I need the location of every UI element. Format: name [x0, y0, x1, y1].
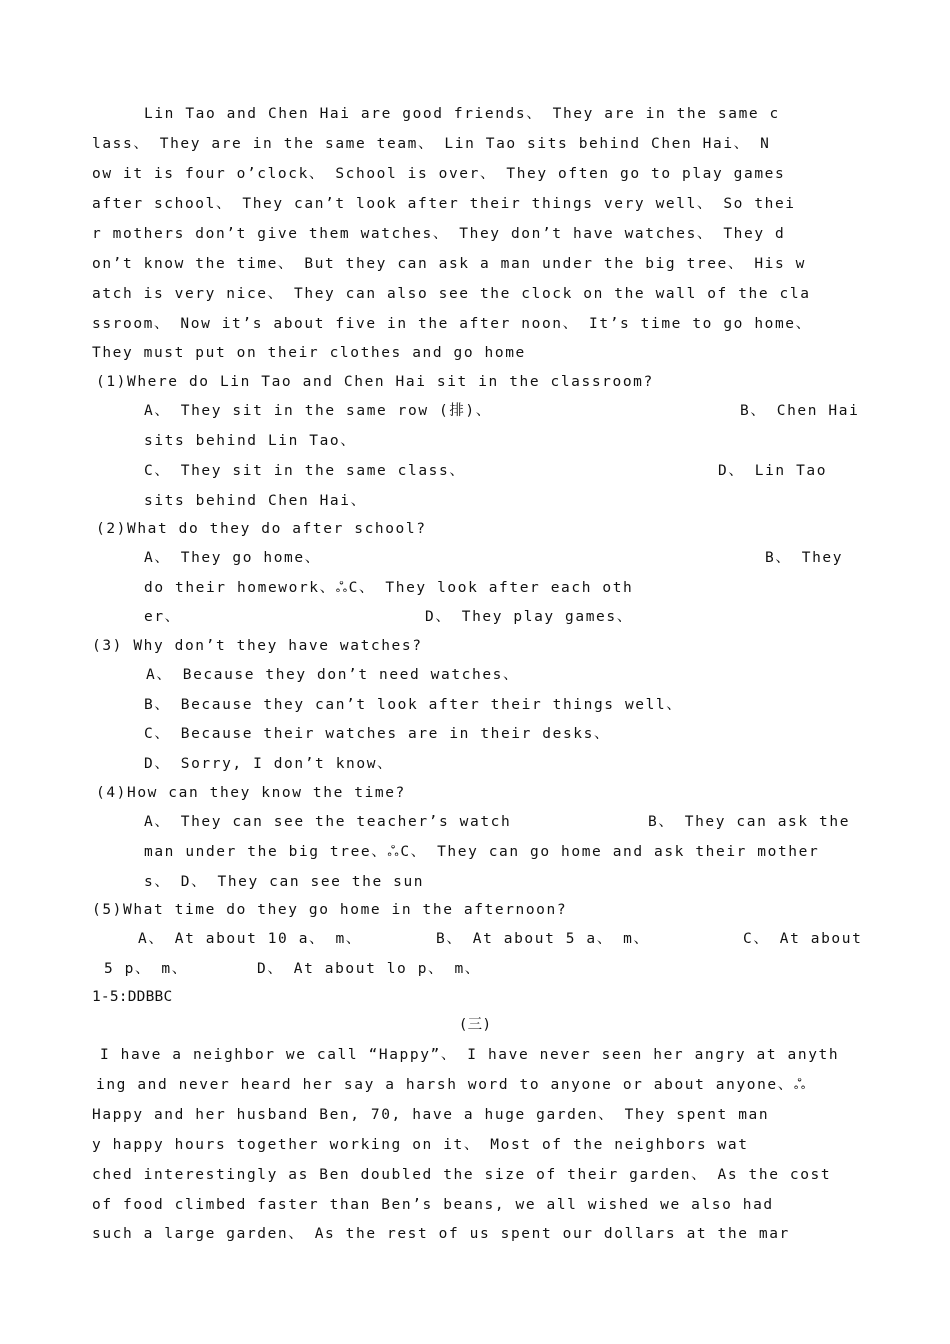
passage-line: lass、 They are in the same team、 Lin Tao sits behind Chen Hai、 N — [92, 136, 771, 152]
option-c: C、 At about — [743, 931, 862, 947]
passage-line: ssroom、 Now it’s about five in the after noon、 It’s time to go home、 — [92, 316, 812, 332]
option-b: B、 At about 5 a、 m、 — [436, 931, 650, 947]
answer-key: 1-5:DDBBC — [92, 989, 173, 1005]
option-c-continued: er、 — [144, 609, 181, 625]
option-a: A、 Because they don’t need watches、 — [146, 667, 520, 683]
option-a: A、 They can see the teacher’s watch — [144, 814, 512, 830]
question-stem: (5)What time do they go home in the afternoon? — [92, 902, 568, 918]
passage-line: after school、 They can’t look after their things very well、 So thei — [92, 196, 796, 212]
option-b: B、 Because they can’t look after their things well、 — [144, 697, 683, 713]
option-b-continued: sits behind Lin Tao、 — [144, 433, 357, 449]
passage-line: r mothers don’t give them watches、 They don’t have watches、 They d — [92, 226, 786, 242]
passage-line: Lin Tao and Chen Hai are good friends、 They are in the same c — [144, 106, 780, 122]
option-b: B、 Chen Hai — [740, 403, 860, 419]
passage-line: Happy and her husband Ben, 70, have a huge garden、 They spent man — [92, 1107, 770, 1123]
option-c-continued: 5 p、 m、 — [104, 961, 188, 977]
option-c: C、 Because their watches are in their desks、 — [144, 726, 611, 742]
option-b-c-continued: do their homework、ஃC、 They look after each oth — [144, 580, 634, 596]
option-d: D、 They play games、 — [425, 609, 633, 625]
passage-line: ow it is four o’clock、 School is over、 They often go to play games — [92, 166, 786, 182]
option-b: B、 They — [765, 550, 844, 566]
passage-line: I have a neighbor we call “Happy”、 I have never seen her angry at anyth — [100, 1047, 840, 1063]
passage-line: They must put on their clothes and go home — [92, 345, 526, 361]
option-c: C、 They sit in the same class、 — [144, 463, 466, 479]
passage-line: y happy hours together working on it、 Most of the neighbors wat — [92, 1137, 749, 1153]
section-heading: (三) — [458, 1017, 492, 1033]
option-b: B、 They can ask the — [648, 814, 851, 830]
question-stem: (3) Why don’t they have watches? — [92, 638, 423, 654]
option-d: D、 At about lo p、 m、 — [257, 961, 481, 977]
passage-line: atch is very nice、 They can also see the clock on the wall of the cla — [92, 286, 811, 302]
question-stem: (2)What do they do after school? — [96, 521, 427, 537]
option-a: A、 They sit in the same row (排)、 — [144, 403, 492, 419]
option-a: A、 At about 10 a、 m、 — [138, 931, 362, 947]
option-a: A、 They go home、 — [144, 550, 321, 566]
option-b-c-continued: man under the big tree、ஃC、 They can go home and ask their mother — [144, 844, 820, 860]
passage-line: on’t know the time、 But they can ask a man under the big tree、 His w — [92, 256, 806, 272]
option-d: D、 Sorry, I don’t know、 — [144, 756, 394, 772]
passage-line: of food climbed faster than Ben’s beans, we all wished we also had — [92, 1197, 774, 1213]
option-c-d: s、 D、 They can see the sun — [144, 874, 425, 890]
question-stem: (4)How can they know the time? — [96, 785, 406, 801]
passage-line: ing and never heard her say a harsh word to anyone or about anyone、ஃ — [96, 1077, 807, 1093]
passage-line: such a large garden、 As the rest of us spent our dollars at the mar — [92, 1226, 790, 1242]
option-d-continued: sits behind Chen Hai、 — [144, 493, 367, 509]
option-d: D、 Lin Tao — [718, 463, 828, 479]
question-stem: (1)Where do Lin Tao and Chen Hai sit in the classroom? — [96, 374, 654, 390]
passage-line: ched interestingly as Ben doubled the size of their garden、 As the cost — [92, 1167, 832, 1183]
